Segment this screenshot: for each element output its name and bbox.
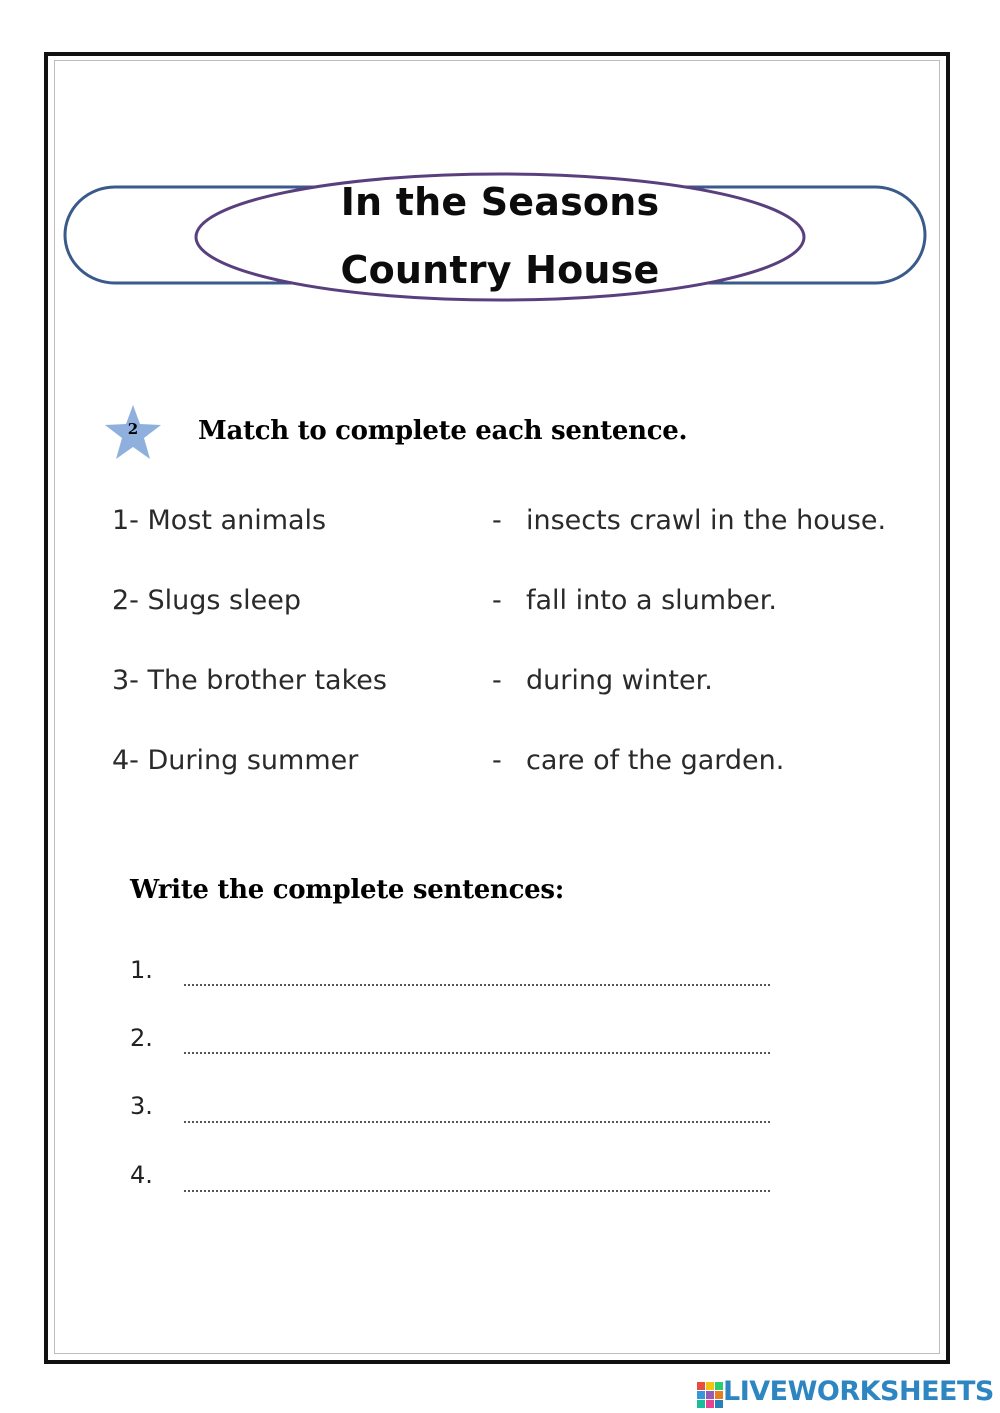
right-item-3: during winter. xyxy=(526,665,713,696)
answer-number-1: 1. xyxy=(130,956,153,984)
liveworksheets-brand[interactable]: LIVEWORKSHEETS xyxy=(723,1376,994,1407)
left-item-2: 2- Slugs sleep xyxy=(112,585,301,616)
dash-1: - xyxy=(492,505,502,536)
answer-number-4: 4. xyxy=(130,1161,153,1189)
title-line-2: Country House xyxy=(340,248,660,292)
answer-number-2: 2. xyxy=(130,1024,153,1052)
answer-line-1[interactable] xyxy=(184,984,770,986)
liveworksheets-logo-icon xyxy=(697,1378,723,1410)
dash-4: - xyxy=(492,745,502,776)
write-heading: Write the complete sentences: xyxy=(130,875,565,905)
left-item-3: 3- The brother takes xyxy=(112,665,387,696)
right-item-1: insects crawl in the house. xyxy=(526,505,887,536)
answer-line-3[interactable] xyxy=(184,1121,770,1123)
dash-3: - xyxy=(492,665,502,696)
title-line-1: In the Seasons xyxy=(340,180,660,224)
right-item-2: fall into a slumber. xyxy=(526,585,778,616)
exercise-number: 2 xyxy=(127,420,139,438)
answer-line-2[interactable] xyxy=(184,1052,770,1054)
dash-2: - xyxy=(492,585,502,616)
left-item-1: 1- Most animals xyxy=(112,505,327,536)
left-item-4: 4- During summer xyxy=(112,745,359,776)
right-item-4: care of the garden. xyxy=(526,745,785,776)
answer-line-4[interactable] xyxy=(184,1190,770,1192)
answer-number-3: 3. xyxy=(130,1092,153,1120)
match-heading: Match to complete each sentence. xyxy=(198,416,688,446)
